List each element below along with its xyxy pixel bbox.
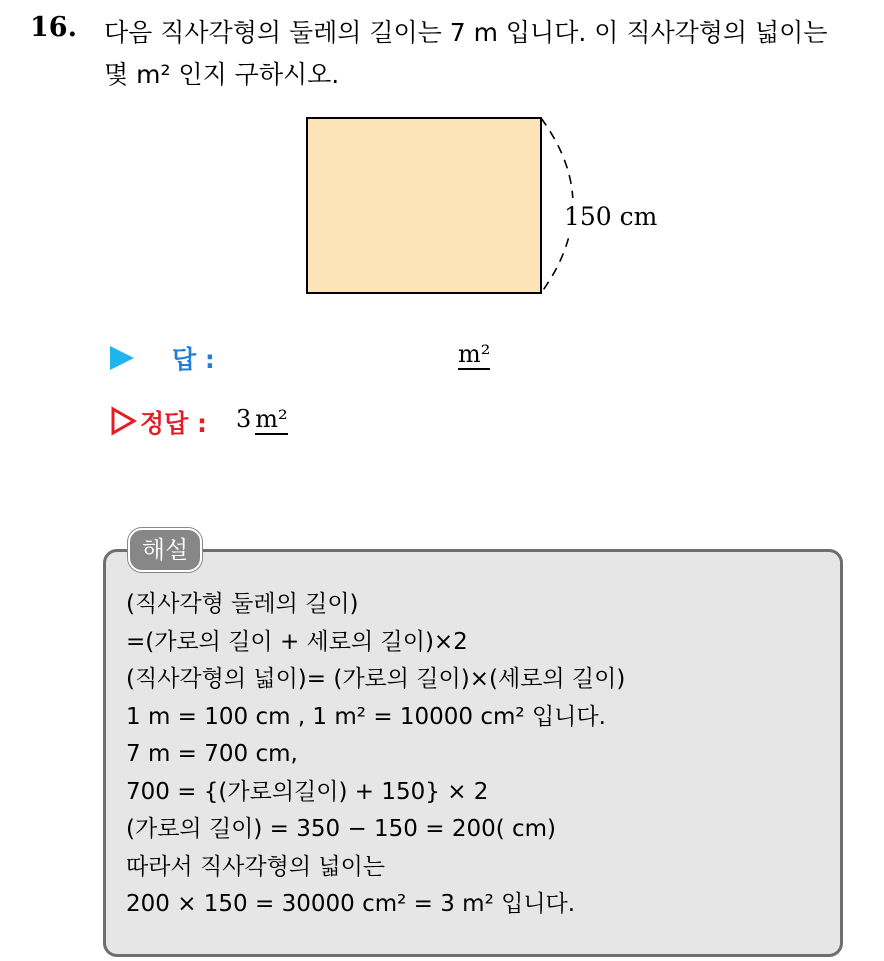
explanation-line: 1 m = 100 cm , 1 m² = 10000 cm² 입니다. [126,703,606,730]
answer-label: 답 : [172,345,215,374]
explanation-line: 따라서 직사각형의 넓이는 [126,853,386,880]
answer-unit[interactable]: m² [458,340,491,368]
question-number: 16. [30,12,77,43]
correct-unit: m² [255,405,288,433]
explanation-line: (가로의 길이) = 350 − 150 = 200( cm) [126,816,557,842]
question-line-1: 다음 직사각형의 둘레의 길이는 7 m 입니다. 이 직사각형의 넓이는 [104,18,828,47]
rectangle-shape [307,118,541,293]
answer-row [110,338,530,378]
correct-answer-label: 정답 : [140,409,208,438]
correct-number: 3 [236,405,252,433]
explanation-text [126,586,625,924]
rectangle-figure [300,110,680,314]
explanation-line: (직사각형 둘레의 길이) [126,591,359,617]
explanation-line: 700 = {(가로의길이) + 150} × 2 [126,778,489,805]
correct-answer-row [110,400,510,440]
correct-answer-value [236,405,288,433]
explanation-line: (직사각형의 넓이)= (가로의 길이)×(세로의 길이) [126,666,626,692]
question-text [104,12,864,96]
explanation-line: 200 × 150 = 30000 cm² = 3 m² 입니다. [126,891,576,917]
play-arrow-icon [110,346,134,370]
explanation-tag: 해설 [128,528,202,572]
side-length-label: 150 cm [564,202,658,231]
outline-arrow-icon [110,406,138,436]
rectangle-diagram [300,110,680,310]
explanation-line: 7 m = 700 cm, [126,741,298,767]
explanation-line: =(가로의 길이 + 세로의 길이)×2 [126,628,468,655]
question-line-2: 몇 m² 인지 구하시오. [104,60,340,89]
